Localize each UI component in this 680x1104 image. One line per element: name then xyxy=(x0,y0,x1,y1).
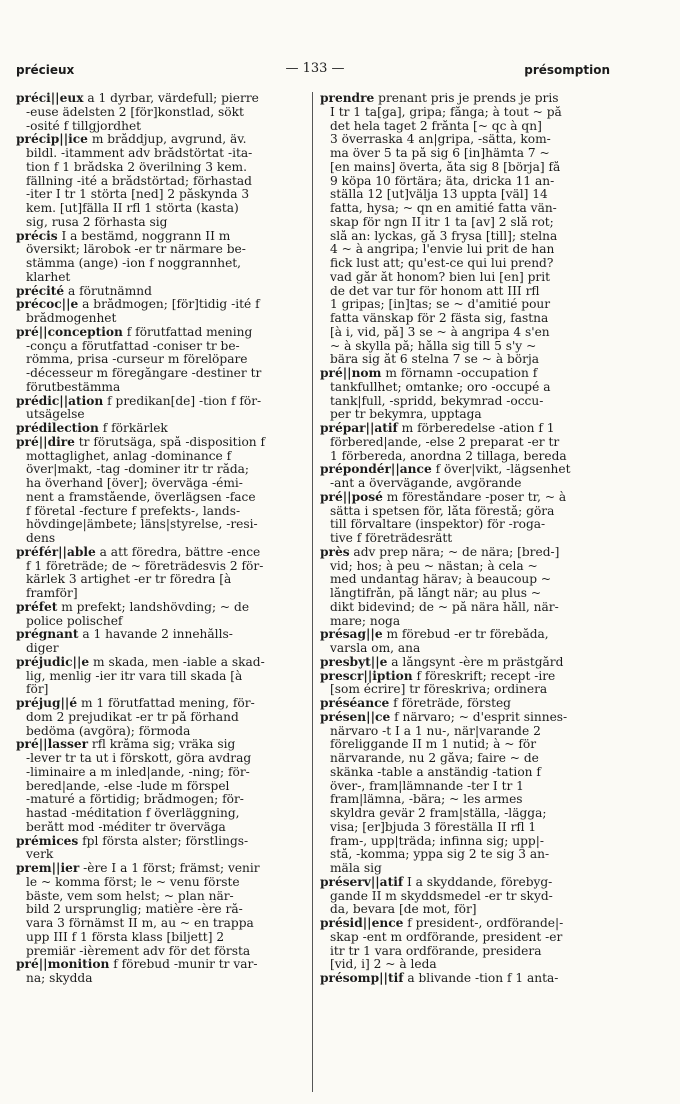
right-column-line: mäla sig xyxy=(330,862,382,875)
right-column-line: sätta i spetsen för, låta förestå; göra xyxy=(330,504,555,518)
right-column-line: tank|full, -spridd, bekymrad -occu- xyxy=(330,394,544,408)
right-column-line: ställa 12 [ut]välja 13 uppta [väl] 14 xyxy=(330,188,548,202)
page-number: — 133 — xyxy=(285,61,345,76)
right-column-line: préserv||atif I a skyddande, förebyg- xyxy=(320,875,553,889)
left-column-line: framför] xyxy=(26,587,78,600)
left-column-line: sig, rusa 2 förhasta sig xyxy=(26,215,168,229)
right-column-line: till förvaltare (inspektor) för -roga- xyxy=(330,518,546,532)
right-column-line: mare; noga xyxy=(330,614,401,628)
right-column-line: slå an: lyckas, gå 3 frysa [till]; stelna xyxy=(330,229,558,243)
right-column-line: vad går åt honom? bien lui [en] prit xyxy=(330,270,550,284)
right-column-line: per tr bekymra, upptaga xyxy=(330,408,482,422)
left-column-line: utsägelse xyxy=(26,408,85,422)
left-column-line: le ~ komma först; le ~ venu förste xyxy=(26,875,240,889)
right-column-line: långtifrån, på långt när; au plus ~ xyxy=(330,587,542,600)
right-column-line: [som écrire] tr föreskriva; ordinera xyxy=(330,683,548,697)
left-column-line: bered|ande, -else -lude m förspel xyxy=(26,779,230,793)
left-column-line: premiär -ièrement adv för det första xyxy=(26,944,251,958)
left-column-line: précip||ice m bråddjup, avgrund, äv. xyxy=(16,133,247,147)
right-column-line: prépondér||ance f över|vikt, -lägsenhet xyxy=(320,463,571,477)
column-divider xyxy=(312,92,313,1092)
right-column-line: 3 överraska 4 an|gripa, -sätta, kom- xyxy=(330,133,551,147)
right-column-line: fick lust att; qu'est-ce qui lui prend? xyxy=(330,257,554,270)
right-column-line: närvarande, nu 2 gåva; faire ~ de xyxy=(330,752,539,765)
right-column-line: présid||ence f president-, ordförande|- xyxy=(320,917,564,930)
left-column-line: -conçu a förutfattad -coniser tr be- xyxy=(26,339,240,353)
right-column-line: tankfullhet; omtanke; oro -occupé a xyxy=(330,380,551,394)
right-column-line: skyldra gevär 2 fram|ställa, -lägga; xyxy=(330,807,547,820)
right-column-line: 1 förbereda, anordna 2 tillaga, bereda xyxy=(330,449,567,463)
right-column-line: prendre prenant pris je prends je pris xyxy=(320,92,559,105)
left-column-line: -osité f tillgjordhet xyxy=(26,119,142,133)
guide-word-left: précieux xyxy=(16,63,75,77)
left-column-line: -euse ädelsten 2 [för]konstlad, sökt xyxy=(26,105,244,119)
left-column-line: bäste, vem som helst; ~ plan när- xyxy=(26,889,234,903)
left-column-line: préfér||able a att föredra, bättre -ence xyxy=(16,545,261,559)
left-column-line: na; skydda xyxy=(26,972,93,985)
right-column-line: 1 gripas; [in]tas; se ~ d'amitié pour xyxy=(330,298,551,312)
left-column-line: verk xyxy=(26,848,54,862)
left-column-line: hastad -méditation f överläggning, xyxy=(26,807,240,820)
right-column-line: da, bevara [de mot, för] xyxy=(330,903,477,917)
left-column-line: pré||dire tr förutsäga, spå -disposition f xyxy=(16,435,266,449)
right-column-line: över-, fram|lämnande -ter I tr 1 xyxy=(330,779,524,793)
right-column-line: présen||ce f närvaro; ~ d'esprit sinnes- xyxy=(320,710,568,724)
left-column-line: prémices fpl första alster; förstlings- xyxy=(16,834,249,848)
left-column-line: précoc||e a brådmogen; [för]tidig -ité f xyxy=(16,298,260,312)
right-column-line: itr tr 1 vara ordförande, presidera xyxy=(330,944,542,958)
right-column-line: presbyt||e a långsynt -ère m prästgård xyxy=(320,655,564,669)
right-column-line: -ant a övervägande, avgörande xyxy=(330,477,522,490)
right-column-line: varsla om, ana xyxy=(330,642,421,655)
right-column-line: pré||posé m föreståndare -poser tr, ~ à xyxy=(320,490,567,504)
left-column-line: précité a förutnämnd xyxy=(16,284,152,298)
left-column-line: kärlek 3 artighet -er tr föredra [à xyxy=(26,573,232,587)
right-column-line: förbered|ande, -else 2 preparat -er tr xyxy=(330,435,560,449)
left-column-line: -iter I tr 1 störta [ned] 2 påskynda 3 xyxy=(26,188,250,202)
left-column-line: berått mod -méditer tr överväga xyxy=(26,820,226,834)
right-column-line: fatta vänskap för 2 fästa sig, fastna xyxy=(330,312,549,325)
right-column-line: ma över 5 ta på sig 6 [in]hämta 7 ~ xyxy=(330,147,550,160)
right-column-line: préséance f företräde, försteg xyxy=(320,697,511,710)
left-column-line: bild 2 ursprunglig; matière -ère rå- xyxy=(26,903,243,917)
left-column-line: prédilection f förkärlek xyxy=(16,422,168,435)
left-column-line: fällning -ité a brådstörtad; förhastad xyxy=(26,174,252,188)
right-column-line: présomp||tif a blivande -tion f 1 anta- xyxy=(320,972,559,985)
right-column-line: föreliggande II m 1 nutid; à ~ för xyxy=(330,738,537,752)
right-column-line: skap för ngn II itr 1 ta [av] 2 slå rot; xyxy=(330,215,554,229)
left-column-line: över|makt, -tag -dominer itr tr råda; xyxy=(26,463,250,477)
left-column-line: pré||lasser rfl kråma sig; vräka sig xyxy=(16,738,236,752)
right-column-line: fram-, upp|träda; infinna sig; upp|- xyxy=(330,834,544,848)
left-column-line: prégnant a 1 havande 2 innehålls- xyxy=(16,628,233,642)
left-column-line: vara 3 förnämst II m, au ~ en trappa xyxy=(26,917,254,930)
right-column-line: det hela taget 2 frånta [~ qc à qn] xyxy=(330,119,542,133)
left-column-line: prédic||ation f predikan[de] -tion f för- xyxy=(16,394,262,408)
guide-word-right: présomption xyxy=(524,63,610,77)
left-column-line: bedöma (avgöra); förmoda xyxy=(26,724,191,738)
left-column-line: lig, menlig -ier itr vara till skada [à xyxy=(26,669,243,683)
right-column-line: 4 ~ à angripa; l'envie lui prit de han xyxy=(330,243,555,257)
left-column-line: -lever tr ta ut i förskott, göra avdrag xyxy=(26,752,252,765)
left-column-line: mottaglighet, anlag -dominance f xyxy=(26,449,232,463)
left-column-line: pré||monition f förebud -munir tr var- xyxy=(16,958,258,972)
right-column-line: skap -ent m ordförande, president -er xyxy=(330,930,563,944)
right-column-line: närvaro -t I a 1 nu-, när|varande 2 xyxy=(330,724,541,738)
right-column-line: bära sig åt 6 stelna 7 se ~ à börja xyxy=(330,353,539,367)
right-column-line: vid; hos; à peu ~ nästan; à cela ~ xyxy=(330,559,538,573)
right-column-line: tive f företrädesrätt xyxy=(330,532,453,545)
left-column-line: -décesseur m föregångare -destiner tr xyxy=(26,367,262,380)
right-column-line: visa; [er]bjuda 3 föreställa II rfl 1 xyxy=(330,820,537,834)
left-column-line: bildl. -itamment adv brådstörtat -ita- xyxy=(26,147,253,160)
left-column-line: précis I a bestämd, noggrann II m xyxy=(16,229,231,243)
left-column-line: f 1 företräde; de ~ företrädesvis 2 för- xyxy=(26,559,264,573)
left-column-line: stämma (ange) -ion f noggrannhet, xyxy=(26,257,242,270)
left-column-line: hövdinge|ämbete; läns|styrelse, -resi- xyxy=(26,518,258,532)
left-column-line: brådmogenhet xyxy=(26,312,117,325)
left-column-line: -maturé a förtidig; brådmogen; för- xyxy=(26,793,244,807)
right-column-line: présag||e m förebud -er tr förebåda, xyxy=(320,628,549,642)
left-column-line: f företal -fecture f prefekts-, lands- xyxy=(26,504,241,518)
right-column-line: prépar||atif m förberedelse -ation f 1 xyxy=(320,422,555,435)
right-column-line: stå, -komma; yppa sig 2 te sig 3 an- xyxy=(330,848,550,862)
right-column-line: [à i, vid, på] 3 se ~ à angripa 4 s'en xyxy=(330,325,550,339)
left-column-line: upp III f 1 första klass [biljett] 2 xyxy=(26,930,225,944)
right-column-line: de det var tur för honom att III rfl xyxy=(330,284,540,298)
right-column-line: pré||nom m förnamn -occupation f xyxy=(320,367,538,380)
right-column-line: près adv prep nära; ~ de nära; [bred-] xyxy=(320,545,560,559)
left-column-line: förutbestämma xyxy=(26,380,121,394)
left-column-line: police polischef xyxy=(26,614,123,628)
left-column-line: römma, prisa -curseur m förelöpare xyxy=(26,353,248,367)
right-column-line: [vid, i] 2 ~ à leda xyxy=(330,958,437,972)
left-column-line: -liminaire a m inled|ande, -ning; för- xyxy=(26,765,250,779)
left-column-line: tion f 1 brådska 2 överilning 3 kem. xyxy=(26,160,247,174)
left-column-line: för] xyxy=(26,683,49,697)
left-column-line: översikt; lärobok -er tr närmare be- xyxy=(26,243,246,257)
right-column-line: fatta, hysa; ~ qn en amitié fatta vän- xyxy=(330,202,557,215)
right-column-line: 9 köpa 10 förtära; äta, dricka 11 an- xyxy=(330,174,555,188)
left-column-line: préjudic||e m skada, men -iable a skad- xyxy=(16,655,265,669)
right-column-line: [en mains] överta, åta sig 8 [börja] få xyxy=(330,160,561,174)
left-column-line: dom 2 prejudikat -er tr på förhand xyxy=(26,710,239,724)
right-column-line: dikt bidevind; de ~ på nära håll, när- xyxy=(330,600,559,614)
left-column-line: préci||eux a 1 dyrbar, värdefull; pierre xyxy=(16,92,259,105)
left-column-line: klarhet xyxy=(26,270,71,284)
right-column-line: prescr||iption f föreskrift; recept -ire xyxy=(320,669,556,683)
right-column-line: I tr 1 ta[ga], gripa; fånga; à tout ~ på xyxy=(330,105,562,119)
left-column-line: nent a framstående, överlägsen -face xyxy=(26,490,256,504)
left-column xyxy=(16,92,312,986)
left-column-line: préjug||é m 1 förutfattad mening, för- xyxy=(16,697,255,710)
right-column xyxy=(320,92,612,986)
left-column-line: dens xyxy=(26,532,56,545)
left-column-line: ha överhand [över]; överväga -émi- xyxy=(26,477,243,490)
left-column-line: diger xyxy=(26,642,59,655)
left-column-line: pré||conception f förutfattad mening xyxy=(16,325,253,339)
right-column-line: ~ à skylla på; hålla sig till 5 s'y ~ xyxy=(330,339,537,353)
right-column-line: med undantag härav; à beaucoup ~ xyxy=(330,573,552,587)
right-column-line: gande II m skyddsmedel -er tr skyd- xyxy=(330,889,553,903)
left-column-line: prem||ier -ère I a 1 först; främst; venir xyxy=(16,862,260,875)
right-column-line: fram|lämna, -bära; ~ les armes xyxy=(330,793,523,807)
left-column-line: kem. [ut]fälla II rfl 1 störta (kasta) xyxy=(26,202,239,215)
right-column-line: skänka -table a anständig -tation f xyxy=(330,765,541,779)
left-column-line: préfet m prefekt; landshövding; ~ de xyxy=(16,600,250,614)
